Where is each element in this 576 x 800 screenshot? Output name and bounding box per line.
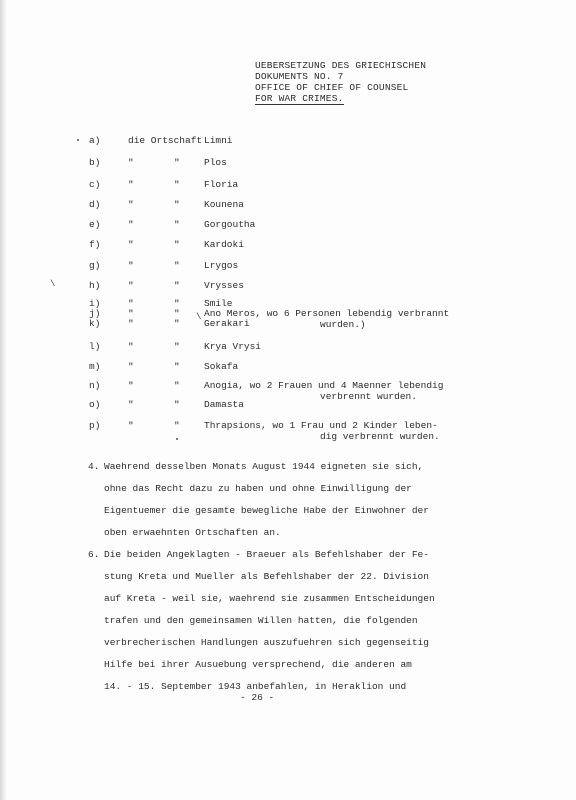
- ditto-mark-2: ": [174, 361, 180, 372]
- paragraph-line: Die beiden Angeklagten - Braeuer als Befehlshaber der Fe-: [104, 549, 429, 560]
- village-name: Sokafa: [204, 361, 239, 372]
- paragraph-line: Hilfe bei ihrer Ausuebung versprechend, die anderen am: [104, 659, 412, 670]
- item-label: n): [89, 380, 101, 391]
- ditto-mark-2: ": [174, 318, 180, 329]
- ditto-mark-1: ": [128, 318, 134, 329]
- item-label: g): [89, 260, 101, 271]
- village-name: Anogia, wo 2 Frauen und 4 Maenner lebendig: [204, 380, 444, 391]
- ditto-mark-1: ": [128, 219, 134, 230]
- ditto-mark-2: ": [174, 341, 180, 352]
- ditto-mark-2: ": [174, 399, 180, 410]
- item-label: i): [89, 298, 101, 309]
- ditto-mark-2: ": [174, 280, 180, 291]
- village-name: Kounena: [204, 199, 244, 210]
- ditto-mark-1: ": [128, 199, 134, 210]
- continuation-text: wurden.): [320, 319, 366, 330]
- header-line-3: OFFICE OF CHIEF OF COUNSEL: [255, 82, 409, 93]
- village-name: Floria: [204, 179, 239, 190]
- ditto-mark-1: ": [128, 280, 134, 291]
- paragraph-line: Waehrend desselben Monats August 1944 eigneten sie sich,: [104, 461, 424, 472]
- ditto-mark-1: ": [128, 341, 134, 352]
- stray-dot: [77, 139, 79, 141]
- village-name: Thrapsions, wo 1 Frau und 2 Kinder leben-: [204, 420, 438, 431]
- paragraph-line: trafen und den gemeinsamen Willen hatten, die folgenden: [104, 615, 418, 626]
- village-name: Gerakari: [204, 318, 250, 329]
- document-header: [255, 60, 426, 105]
- ditto-mark-1: ": [128, 179, 134, 190]
- paragraph-line: Eigentuemer die gesamte bewegliche Habe der Einwohner der: [104, 505, 429, 516]
- village-name: Smile: [204, 298, 233, 309]
- item-label: a): [89, 135, 101, 146]
- ditto-mark-1: ": [128, 260, 134, 271]
- item-label: f): [89, 239, 101, 250]
- paragraph-number: 6.: [88, 549, 100, 560]
- ditto-mark-2: ": [174, 199, 180, 210]
- item-label: b): [89, 157, 101, 168]
- header-line-4: FOR WAR CRIMES.: [255, 93, 344, 104]
- paragraph-line: 14. - 15. September 1943 anbefahlen, in Heraklion und: [104, 681, 407, 692]
- item-label: p): [89, 420, 101, 431]
- item-label: k): [89, 318, 101, 329]
- ditto-mark-2: ": [174, 239, 180, 250]
- item-label: c): [89, 179, 101, 190]
- item-label: d): [89, 199, 101, 210]
- ditto-mark-1: ": [128, 308, 134, 319]
- ditto-mark-1: ": [128, 361, 134, 372]
- continuation-text: dig verbrennt wurden.: [320, 431, 440, 442]
- village-name: Gorgoutha: [204, 219, 256, 230]
- ditto-mark-2: ": [174, 308, 180, 319]
- margin-mark: \: [196, 312, 202, 322]
- ditto-mark-2: ": [174, 157, 180, 168]
- ditto-mark-1: ": [128, 399, 134, 410]
- paragraph-line: verbrecherischen Handlungen auszufuehren sich gegenseitig: [104, 637, 429, 648]
- continuation-text: verbrennt wurden.: [320, 391, 417, 402]
- village-name: Damasta: [204, 399, 244, 410]
- stray-dot: [176, 438, 178, 440]
- paragraph-line: auf Kreta - weil sie, waehrend sie zusammen Entscheidungen: [104, 593, 435, 604]
- ditto-mark-2: ": [174, 219, 180, 230]
- village-name: Krya Vrysi: [204, 341, 262, 352]
- ditto-mark-1: ": [128, 239, 134, 250]
- ditto-mark-1: ": [128, 380, 134, 391]
- ditto-mark-2: ": [174, 260, 180, 271]
- item-label: m): [89, 361, 101, 372]
- village-name: Vrysses: [204, 280, 244, 291]
- header-line-1: UEBERSETZUNG DES GRIECHISCHEN: [255, 60, 427, 71]
- village-name: Lrygos: [204, 260, 239, 271]
- ditto-mark-1: die Ortschaft: [128, 135, 203, 146]
- item-label: l): [89, 341, 101, 352]
- village-name: Plos: [204, 157, 227, 168]
- item-label: j): [89, 308, 101, 319]
- ditto-mark-2: ": [174, 380, 180, 391]
- ditto-mark-2: ": [174, 420, 180, 431]
- paragraph-line: ohne das Recht dazu zu haben und ohne Einwilligung der: [104, 483, 412, 494]
- margin-mark: \: [50, 279, 56, 289]
- paragraph-line: oben erwaehnten Ortschaften an.: [104, 527, 281, 538]
- ditto-mark-2: ": [174, 298, 180, 309]
- paragraph-number: 4.: [88, 461, 100, 472]
- header-line-2: DOKUMENTS NO. 7: [255, 71, 344, 82]
- item-label: o): [89, 399, 101, 410]
- ditto-mark-1: ": [128, 298, 134, 309]
- ditto-mark-1: ": [128, 420, 134, 431]
- village-name: Ano Meros, wo 6 Personen lebendig verbrannt: [204, 308, 450, 319]
- paragraph-line: stung Kreta und Mueller als Befehlshaber der 22. Division: [104, 571, 429, 582]
- binding-shadow: [0, 0, 7, 800]
- ditto-mark-1: ": [128, 157, 134, 168]
- item-label: h): [89, 280, 101, 291]
- village-name: Kardoki: [204, 239, 244, 250]
- item-label: e): [89, 219, 101, 230]
- village-name: Limni: [204, 135, 233, 146]
- page-number: - 26 -: [240, 692, 275, 703]
- ditto-mark-2: ": [174, 179, 180, 190]
